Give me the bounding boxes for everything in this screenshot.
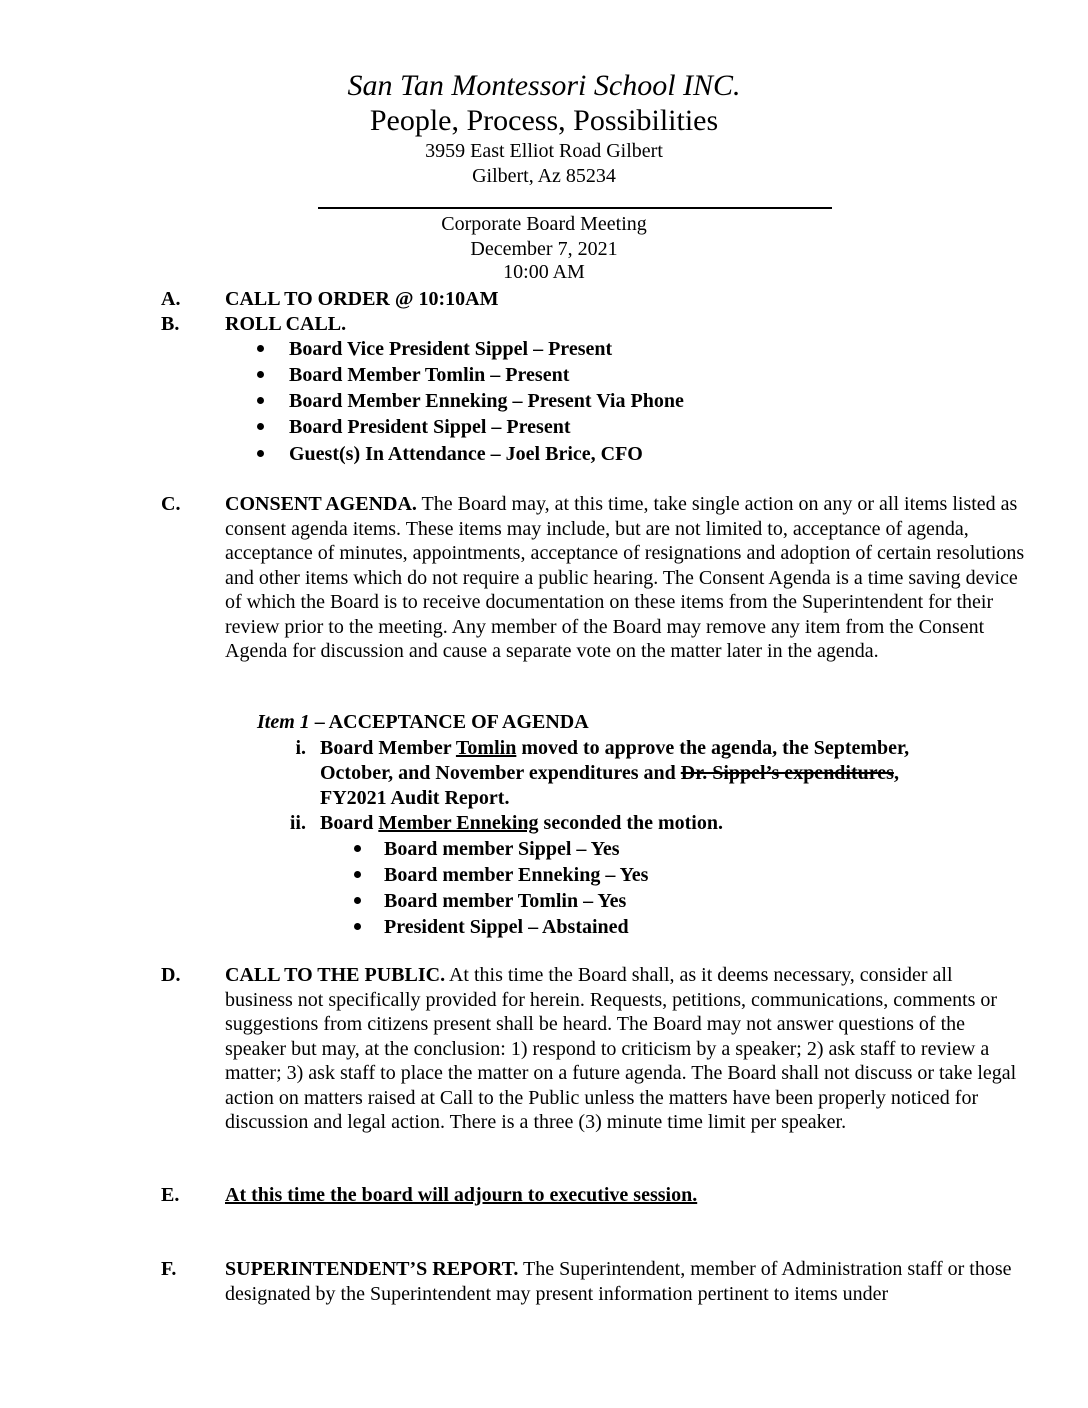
vote-item: Board member Enneking – Yes [384,864,649,886]
bullet-icon [257,345,264,352]
section-a-letter: A. [161,288,181,310]
second-text: Board [320,812,379,834]
section-b-title: ROLL CALL. [225,313,347,335]
vote-item: Board member Tomlin – Yes [384,890,627,912]
vote-item: President Sippel – Abstained [384,916,629,938]
meeting-time: 10:00 AM [503,261,585,283]
bullet-icon [257,450,264,457]
motion-text: October, and November expenditures and [320,762,681,784]
section-c-letter: C. [161,493,181,515]
bullet-icon [354,897,361,904]
address-line-1: 3959 East Elliot Road Gilbert [425,140,663,162]
agenda-item-label: Item 1 [257,711,310,733]
address-line-2: Gilbert, Az 85234 [472,165,616,187]
motion-line-2 [320,761,899,785]
section-f-letter: F. [161,1258,177,1280]
second-name: Member Enneking [378,812,539,834]
meeting-date: December 7, 2021 [470,238,618,260]
agenda-item-heading [257,710,589,734]
bullet-icon [354,923,361,930]
roll-call-item: Board Member Tomlin – Present [289,364,570,386]
roll-call-item: Guest(s) In Attendance – Joel Brice, CFO [289,443,643,465]
second-line [320,811,723,835]
motion-line-3: FY2021 Audit Report. [320,787,510,809]
section-f-title: SUPERINTENDENT’S REPORT. [225,1258,519,1280]
header-divider [318,207,832,209]
motion-mover-name: Tomlin [455,737,517,759]
section-c-body: The Board may, at this time, take single action on any or all items listed as consent agenda items. These items may include, but are not limited to, acceptance of agenda, acceptance of minutes, appointments, acceptance of resignations and adoption of certain resolutions and other items which do not require a public hearing. The Consent Agenda is a time saving device of which the Board is to receive documentation on these items from the Superintendent for their review prior to the meeting. Any member of the Board may remove any item from the Consent Agenda for discussion and cause a separate vote on the matter later in the agenda. [225,493,1025,662]
motion-text: Board Member [320,737,456,759]
section-d-title: CALL TO THE PUBLIC. [225,964,446,986]
section-f-paragraph [225,1257,1025,1306]
bullet-icon [257,371,264,378]
roll-call-item: Board Member Enneking – Present Via Phone [289,390,684,412]
section-f-body: The Superintendent, member of Administration staff or those designated by the Superintendent may present information pertinent to items under [225,1258,1012,1305]
meeting-type: Corporate Board Meeting [441,213,647,235]
roll-call-item: Board President Sippel – Present [289,416,571,438]
vote-item: Board member Sippel – Yes [384,838,620,860]
section-e-title: At this time the board will adjourn to executive session. [225,1184,698,1206]
section-a-title: CALL TO ORDER @ 10:10AM [225,288,499,310]
motion-line-1 [320,736,909,760]
section-d-body: At this time the Board shall, as it deems necessary, consider all business not specifically provided for herein. Requests, petitions, communications, comments or suggestions from citizens present shall be heard. The Board may not answer questions of the speaker but may, at the conclusion: 1) respond to criticism by a speaker; 2) ask staff to review a matter; 3) ask staff to place the matter on a future agenda. The Board shall not discuss or take legal action on matters raised at Call to the Public unless the matters have been properly noticed for discussion and legal action. There is a three (3) minute time limit per speaker. [225,964,1017,1133]
school-tagline: People, Process, Possibilities [369,104,719,137]
bullet-icon [354,845,361,852]
section-b-letter: B. [161,313,180,335]
section-d-paragraph [225,963,1025,1135]
section-c-paragraph [225,492,1025,664]
second-number: ii. [289,812,306,834]
struck-text: Dr. Sippel’s expenditures [680,762,894,784]
motion-number: i. [295,737,306,759]
bullet-icon [257,397,264,404]
motion-text: moved to approve the agenda, the September, [516,737,910,759]
agenda-item-title: – ACCEPTANCE OF AGENDA [309,711,589,733]
motion-text: , [893,762,899,784]
school-name: San Tan Montessori School INC. [347,69,741,102]
roll-call-item: Board Vice President Sippel – Present [289,338,613,360]
second-text: seconded the motion. [538,812,723,834]
bullet-icon [354,871,361,878]
bullet-icon [257,423,264,430]
section-c-title: CONSENT AGENDA. [225,493,417,515]
section-d-letter: D. [161,964,181,986]
section-e-letter: E. [161,1184,180,1206]
